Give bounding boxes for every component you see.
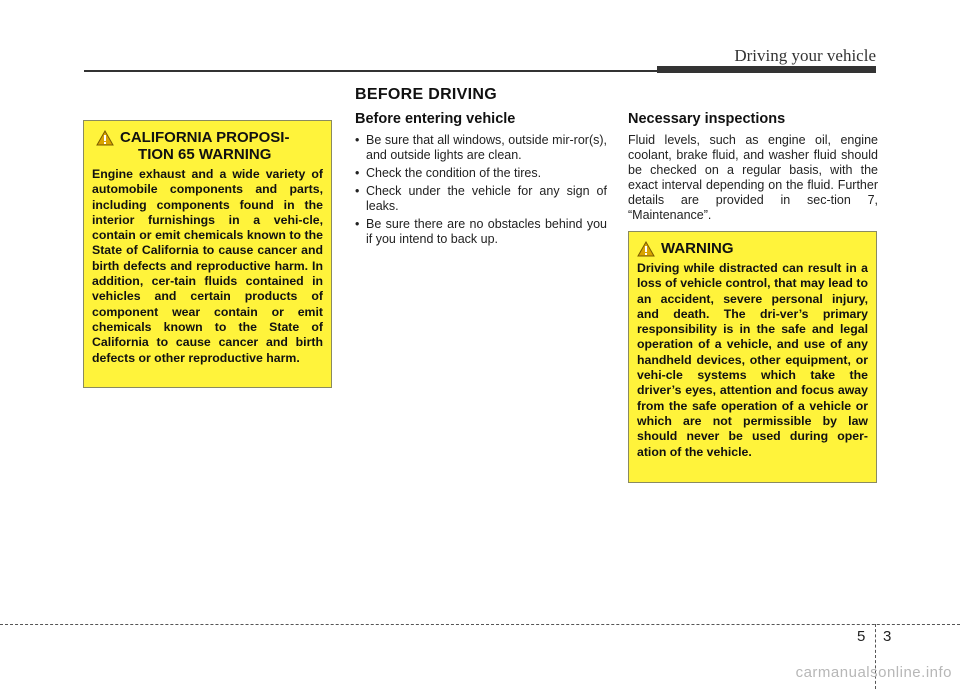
- footer-rule: [0, 624, 960, 625]
- list-item: • Be sure there are no obstacles behind you if you intend to back up.: [355, 217, 607, 247]
- watermark: carmanualsonline.info: [795, 664, 952, 681]
- header-title: Driving your vehicle: [734, 46, 876, 65]
- list-item: • Be sure that all windows, outside mir-ror(s), and outside lights are clean.: [355, 133, 607, 163]
- warning-triangle-icon: [637, 241, 655, 257]
- list-item: • Check the condition of the tires.: [355, 166, 607, 181]
- header-rule: [84, 70, 657, 72]
- inspections-heading: Necessary inspections: [628, 111, 786, 127]
- warning-triangle-icon: [96, 130, 114, 146]
- driving-warning-body: Driving while distracted can result in a loss of vehicle control, that may lead to an accident, severe personal injury, and death. The dri-ver’s primary responsibility is in the safe and legal operation of a vehicle, and use of any handheld devices, other equipment, or vehi-cle systems which take the driver’s eyes, attention and focus away from the safe operation of a vehicle or which are not permissible by law should never be used during oper-ation of the vehicle.: [637, 261, 868, 459]
- inspections-section: [628, 112, 878, 223]
- before-entering-heading: Before entering vehicle: [355, 111, 516, 127]
- california-warning-title-text: CALIFORNIA PROPOSI- TION 65 WARNING: [120, 129, 290, 163]
- header-bar: [657, 66, 876, 73]
- california-warning-box: [83, 120, 332, 388]
- inspections-body: Fluid levels, such as engine oil, engine coolant, brake fluid, and washer fluid should be checked on a regular basis, with the exact interval depending on the fluid. Further details are provided in sec-tion 7, “Maintenance”.: [628, 133, 878, 222]
- driving-warning-box: [628, 231, 877, 483]
- driving-warning-title: WARNING: [661, 240, 734, 257]
- before-entering-section: [355, 112, 607, 250]
- list-item: • Check under the vehicle for any sign of leaks.: [355, 184, 607, 214]
- page-number: 3: [883, 628, 892, 645]
- california-warning-title: [120, 129, 289, 163]
- before-entering-list: [355, 133, 607, 247]
- california-warning-body: Engine exhaust and a wide variety of automobile components and parts, including components found in the interior furnishings in a vehi-cle, contain or emit chemicals known to the State of California to cause cancer and birth defects and reproductive harm. In addition, cer-tain fluids contained in vehicles and certain products of component wear contain or emit chemicals known to the State of California to cause cancer and birth defects or other reproductive harm.: [92, 167, 323, 365]
- section-title: BEFORE DRIVING: [355, 86, 497, 103]
- chapter-number: 5: [857, 628, 866, 645]
